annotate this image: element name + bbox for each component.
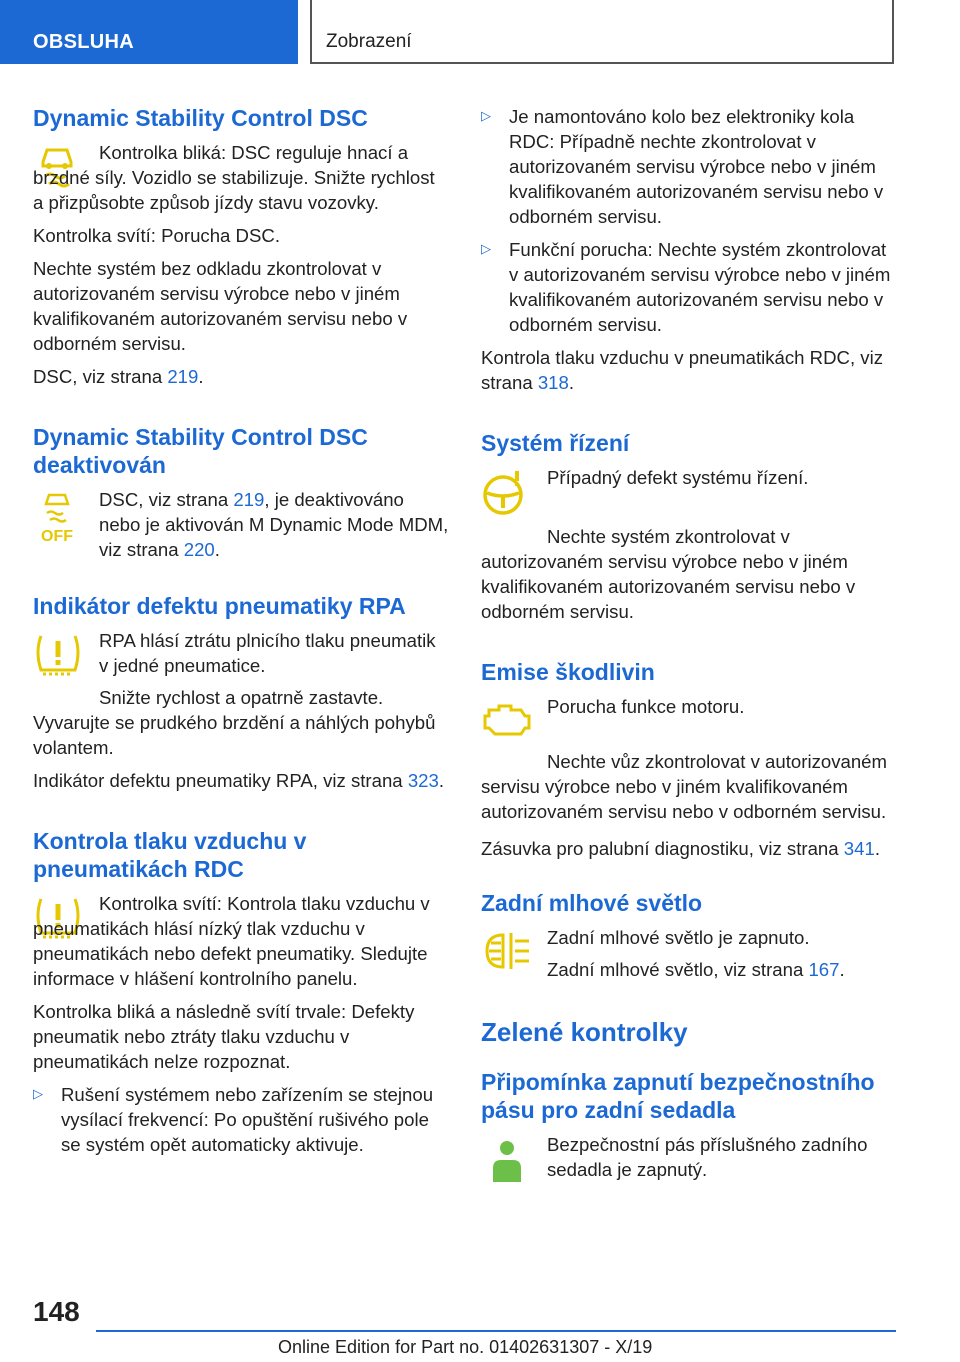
dsc-block <box>33 140 449 215</box>
svg-text:OFF: OFF <box>41 528 73 543</box>
rdc-bullet-1 <box>33 1082 449 1157</box>
dsc-off-text <box>99 487 449 562</box>
dsc-ref-link[interactable]: 219 <box>167 366 199 387</box>
fog-ref-text: Zadní mlhové světlo, viz strana <box>547 959 809 980</box>
rpa-block <box>33 628 449 678</box>
rdc-ref-text: Kontrola tlaku vzduchu v pneumatikách RDC, viz strana <box>481 347 884 393</box>
dsc-text-2: Kontrolka svítí: Porucha DSC. <box>33 225 280 246</box>
dsc-off-title: Dynamic Stability Control DSC deaktivován <box>33 424 368 478</box>
dsc-ref <box>33 364 449 389</box>
emissions-text-1: Porucha funkce motoru. <box>547 696 745 717</box>
emissions-ref-link[interactable]: 341 <box>843 838 875 859</box>
dsc-off-link-1[interactable]: 219 <box>233 489 265 510</box>
rpa-title: Indikátor defektu pneumatiky RPA <box>33 593 406 619</box>
dsc-title: Dynamic Stability Control DSC <box>33 105 368 131</box>
left-column <box>33 100 449 1157</box>
dsc-ref-end: . <box>198 366 204 387</box>
rdc-ref <box>481 345 897 395</box>
fog-ref <box>547 957 845 982</box>
rdc-ref-link[interactable]: 318 <box>537 372 569 393</box>
dsc-off-link-2[interactable]: 220 <box>183 539 215 560</box>
rdc-title: Kontrola tlaku vzduchu v pneumatikách RDC <box>33 828 307 882</box>
dsc-ref-text: DSC, viz strana <box>33 366 168 387</box>
steering-title: Systém řízení <box>481 430 630 456</box>
seatbelt-title: Připomínka zapnutí bezpečnostního pásu pro zadní sedadla <box>481 1069 875 1123</box>
steering-block <box>481 465 897 517</box>
rear-fog-light-icon <box>481 925 547 982</box>
emissions-ref-end: . <box>874 838 880 859</box>
rpa-ref <box>33 768 449 793</box>
rdc-text-1: Kontrolka svítí: Kontrola tlaku vzduchu v pneumatikách hlásí nízký tlak vzduchu v pneumatikách nebo defekt pneumatiky. Sledujte informace v hlášení kontrolního panelu. <box>33 893 430 989</box>
dsc-off-block <box>33 487 449 562</box>
dsc-off-t2: , je deaktivováno nebo je aktivován M Dynamic Mode MDM, viz strana <box>99 489 449 560</box>
rdc-bullet-2-text: Je namontováno kolo bez elektroniky kola RDC: Případně nechte zkontrolovat v autorizovaném servisu výrobce nebo v jiném kvalifikovaném autorizovaném servisu nebo v odborném servisu. <box>509 106 884 227</box>
rdc-bullet-3-text: Funkční porucha: Nechte systém zkontrolovat v autorizovaném servisu výrobce nebo v jiném kvalifikovaném autorizovaném servisu nebo v odborném servisu. <box>509 239 891 335</box>
emissions-title: Emise škodlivin <box>481 659 655 685</box>
fog-block <box>481 925 897 982</box>
triangle-bullet-icon: ▷ <box>481 108 491 123</box>
steering-text-1: Případný defekt systému řízení. <box>547 467 809 488</box>
rdc-text-2: Kontrolka bliká a následně svítí trvale: Defekty pneumatik nebo ztráty tlaku vzduchu v pneumatikách nelze rozpoznat. <box>33 1001 415 1072</box>
rdc-bullet-2 <box>481 104 897 229</box>
dsc-off-t1: DSC, viz strana <box>99 489 234 510</box>
rdc-bullet-1-text: Rušení systémem nebo zařízením se stejnou vysílací frekvencí: Po opuštění rušivého pole se systém opět automaticky aktivuje. <box>61 1084 434 1155</box>
dsc-off-t3: . <box>214 539 220 560</box>
rpa-ref-text: Indikátor defektu pneumatiky RPA, viz strana <box>33 770 408 791</box>
page-number: 148 <box>33 1296 80 1327</box>
rpa-ref-end: . <box>438 770 445 791</box>
dsc-off-icon <box>33 487 99 562</box>
rear-seatbelt-icon <box>481 1132 547 1192</box>
rdc-bullet-3 <box>481 237 897 337</box>
triangle-bullet-icon: ▷ <box>481 241 491 256</box>
seatbelt-text: Bezpečnostní pás příslušného zadního sedadla je zapnutý. <box>547 1134 868 1180</box>
emissions-block <box>481 694 897 742</box>
emissions-ref-text: Zásuvka pro palubní diagnostiku, viz strana <box>481 838 844 859</box>
fog-title: Zadní mlhové světlo <box>481 890 703 916</box>
tire-pressure-warning-icon <box>33 628 99 678</box>
engine-warning-icon <box>481 694 547 742</box>
emissions-ref <box>481 836 897 861</box>
green-heading: Zelené kontrolky <box>481 1017 688 1047</box>
footer-edition: Online Edition for Part no. 01402631307 - X/19 <box>278 1337 653 1357</box>
seatbelt-block <box>481 1132 897 1192</box>
header-chapter-label: Zobrazení <box>326 31 412 52</box>
footer-divider <box>96 1330 896 1332</box>
fog-text-1: Zadní mlhové světlo je zapnuto. <box>547 927 810 948</box>
steering-text-2: Nechte systém zkontrolovat v autorizovaném servisu výrobce nebo v jiném kvalifikovaném autorizovaném servisu nebo v odborném servisu. <box>481 526 856 622</box>
steering-wheel-warning-icon <box>481 465 547 517</box>
header-chapter-tab <box>310 0 894 64</box>
dsc-text-3: Nechte systém bez odkladu zkontrolovat v autorizovaném servisu výrobce nebo v jiném kvalifikovaném autorizovaném servisu nebo v odborném servisu. <box>33 258 408 354</box>
rdc-ref-end: . <box>568 372 575 393</box>
fog-ref-end: . <box>839 959 845 980</box>
rdc-block <box>33 891 449 991</box>
emissions-text-2: Nechte vůz zkontrolovat v autorizovaném servisu výrobce nebo v jiném kvalifikovaném autorizovaném servisu nebo v odborném servisu. <box>481 751 888 822</box>
header-section-tab <box>0 0 298 64</box>
fog-ref-link[interactable]: 167 <box>808 959 840 980</box>
rpa-ref-link[interactable]: 323 <box>407 770 439 791</box>
header-section-label: OBSLUHA <box>33 31 134 53</box>
right-column <box>481 100 897 1192</box>
triangle-bullet-icon: ▷ <box>33 1086 43 1101</box>
dsc-text-1: Kontrolka bliká: DSC reguluje hnací a brzdné síly. Vozidlo se stabilizuje. Snižte rychlost a přizpůsobte způsob jízdy stavu vozovky. <box>33 142 435 213</box>
rpa-text-1: RPA hlásí ztrátu plnicího tlaku pneumatik v jedné pneumatice. <box>99 630 436 676</box>
rpa-text-2: Snižte rychlost a opatrně zastavte. Vyvarujte se prudkého brzdění a náhlých pohybů volantem. <box>33 687 436 758</box>
